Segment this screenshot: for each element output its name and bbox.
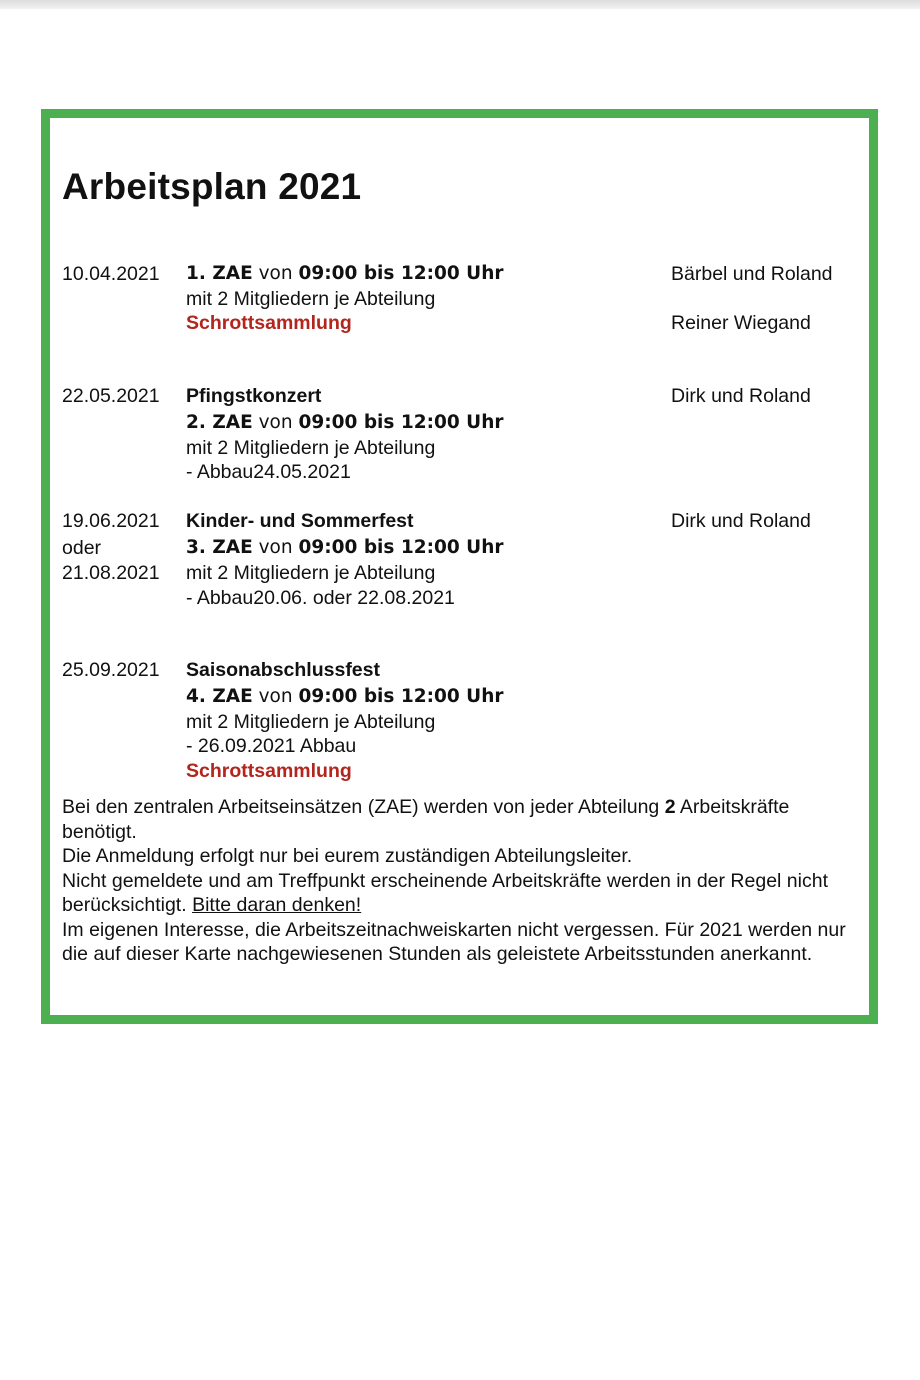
- event-2-person: Dirk und Roland: [671, 385, 811, 407]
- event-2-date: 22.05.2021: [62, 385, 160, 407]
- event-4-extra: Schrottsammlung: [186, 760, 352, 782]
- event-2-abbau: - Abbau24.05.2021: [186, 461, 351, 483]
- reminder-link: Bitte daran denken!: [192, 894, 362, 916]
- note-1: Bei den zentralen Arbeitseinsätzen (ZAE) werden von jeder Abteilung 2 Arbeitskräfte benötigt.: [62, 796, 790, 843]
- event-1-members: mit 2 Mitgliedern je Abteilung: [186, 288, 436, 310]
- event-3-name: Kinder- und Sommerfest: [186, 510, 414, 532]
- event-3-members: mit 2 Mitgliedern je Abteilung: [186, 562, 436, 584]
- event-2-name: Pfingstkonzert: [186, 385, 322, 407]
- event-4-zae: 4. ZAE von 09:00 bis 12:00 Uhr: [186, 686, 504, 707]
- note-3: Nicht gemeldete und am Treffpunkt erscheinende Arbeitskräfte werden in der Regel nicht berücksichtigt. Bitte daran denken!: [62, 869, 828, 916]
- event-3-person: Dirk und Roland: [671, 510, 811, 532]
- event-3-date-or: oder: [62, 537, 102, 559]
- notes-block: [62, 795, 862, 967]
- event-1-extra: Schrottsammlung: [186, 312, 352, 334]
- event-3-date: 19.06.2021: [62, 510, 160, 532]
- top-bar: [0, 0, 920, 9]
- event-3-zae: 3. ZAE von 09:00 bis 12:00 Uhr: [186, 537, 504, 558]
- event-4-abbau: - 26.09.2021 Abbau: [186, 735, 357, 757]
- page-title: Arbeitsplan 2021: [62, 166, 362, 207]
- event-4-members: mit 2 Mitgliedern je Abteilung: [186, 711, 436, 733]
- event-1-date: 10.04.2021: [62, 263, 160, 285]
- event-1-zae: 1. ZAE von 09:00 bis 12:00 Uhr: [186, 263, 504, 284]
- event-1-person: Bärbel und Roland: [671, 263, 833, 285]
- event-4-name: Saisonabschlussfest: [186, 659, 380, 681]
- event-4-date: 25.09.2021: [62, 659, 160, 681]
- event-1-person-2: Reiner Wiegand: [671, 312, 811, 334]
- note-2: Die Anmeldung erfolgt nur bei eurem zuständigen Abteilungsleiter.: [62, 845, 633, 867]
- event-3-date-2: 21.08.2021: [62, 562, 160, 584]
- event-2-zae: 2. ZAE von 09:00 bis 12:00 Uhr: [186, 412, 504, 433]
- event-3-abbau: - Abbau20.06. oder 22.08.2021: [186, 587, 455, 609]
- event-2-members: mit 2 Mitgliedern je Abteilung: [186, 437, 436, 459]
- note-4: Im eigenen Interesse, die Arbeitszeitnachweiskarten nicht vergessen. Für 2021 werden nur die auf dieser Karte nachgewiesenen Stunden als geleistete Arbeitsstunden anerkannt.: [62, 918, 846, 965]
